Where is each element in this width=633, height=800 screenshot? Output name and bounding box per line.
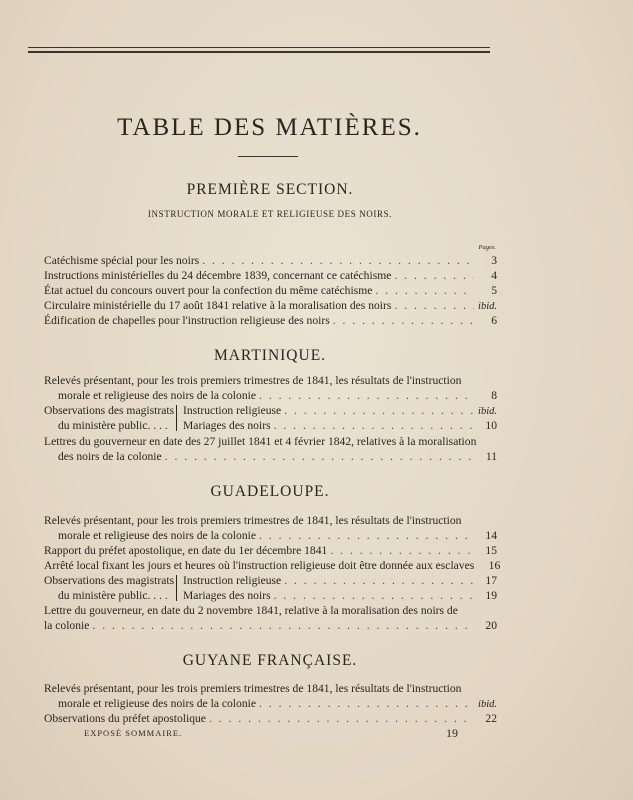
toc-entry[interactable]: morale et religieuse des noirs de la colonie . . . 14 [58,528,497,543]
toc-entry[interactable]: des noirs de la colonie . . . 11 [58,449,497,464]
toc-entry[interactable]: Catéchisme spécial pour les noirs . . . 3 [44,253,497,268]
brace [176,405,181,431]
top-rule-thick [28,51,490,53]
toc-entry[interactable]: morale et religieuse des noirs de la colonie . . . 8 [58,388,497,403]
toc-entry-line: Lettre du gouverneur, en date du 2 novembre 1841, relative à la moralisation des noirs de [44,604,458,617]
page-title: TABLE DES MATIÈRES. [117,114,422,141]
toc-entry[interactable]: la colonie . . . 20 [44,618,497,633]
toc-entry[interactable]: Instructions ministérielles du 24 décembre 1839, concernant ce catéchisme . . . 4 [44,268,497,283]
toc-entry-line: Relevés présentant, pour les trois premiers trimestres de 1841, les résultats de l'instruction [44,514,462,527]
section-heading-premiere: PREMIÈRE SECTION. [186,181,354,198]
observations-label: Observations des magistrats [44,574,175,587]
running-footer: EXPOSÉ SOMMAIRE. [84,728,183,738]
observations-label: du ministère public. . . . [58,589,168,602]
toc-entry[interactable]: Instruction religieuse . . . ibid. [183,403,497,418]
toc-entry[interactable]: Mariages des noirs . . . 19 [183,588,497,603]
toc-entry-line: Lettres du gouverneur en date des 27 juillet 1841 et 4 février 1842, relatives à la moralisation [44,435,477,448]
toc-entry-line: Relevés présentant, pour les trois premiers trimestres de 1841, les résultats de l'instruction [44,682,462,695]
page-number: 19 [446,726,458,740]
section-subheading: INSTRUCTION MORALE ET RELIGIEUSE DES NOIRS. [147,209,393,219]
observations-label: du ministère public. . . . [58,419,168,432]
pages-column-label: Pages. [478,244,496,251]
toc-entry[interactable]: Observations du préfet apostolique . . . 22 [44,711,497,726]
toc-entry-line: Relevés présentant, pour les trois premiers trimestres de 1841, les résultats de l'instruction [44,374,462,387]
toc-entry[interactable]: Instruction religieuse . . . 17 [183,573,497,588]
toc-entry[interactable]: État actuel du concours ouvert pour la confection du même catéchisme . . . 5 [44,283,497,298]
toc-entry[interactable]: Arrêté local fixant les jours et heures où l'instruction religieuse doit être donnée aux esclaves 16 [44,559,501,572]
toc-entry[interactable]: Circulaire ministérielle du 17 août 1841 relative à la moralisation des noirs . . . ibid. [44,298,497,313]
toc-entry[interactable]: Édification de chapelles pour l'instruction religieuse des noirs . . . 6 [44,313,497,328]
observations-label: Observations des magistrats [44,404,175,417]
section-heading-guadeloupe: GUADELOUPE. [210,483,330,500]
toc-entry[interactable]: morale et religieuse des noirs de la colonie . . . ibid. [58,696,497,711]
section-heading-martinique: MARTINIQUE. [213,347,327,364]
toc-entry[interactable]: Rapport du préfet apostolique, en date du 1er décembre 1841 . . . 15 [44,543,497,558]
top-rule [28,47,490,48]
toc-entry[interactable]: Mariages des noirs . . . 10 [183,418,497,433]
title-rule [238,156,298,157]
brace [176,575,181,601]
section-heading-guyane: GUYANE FRANÇAISE. [182,652,358,669]
